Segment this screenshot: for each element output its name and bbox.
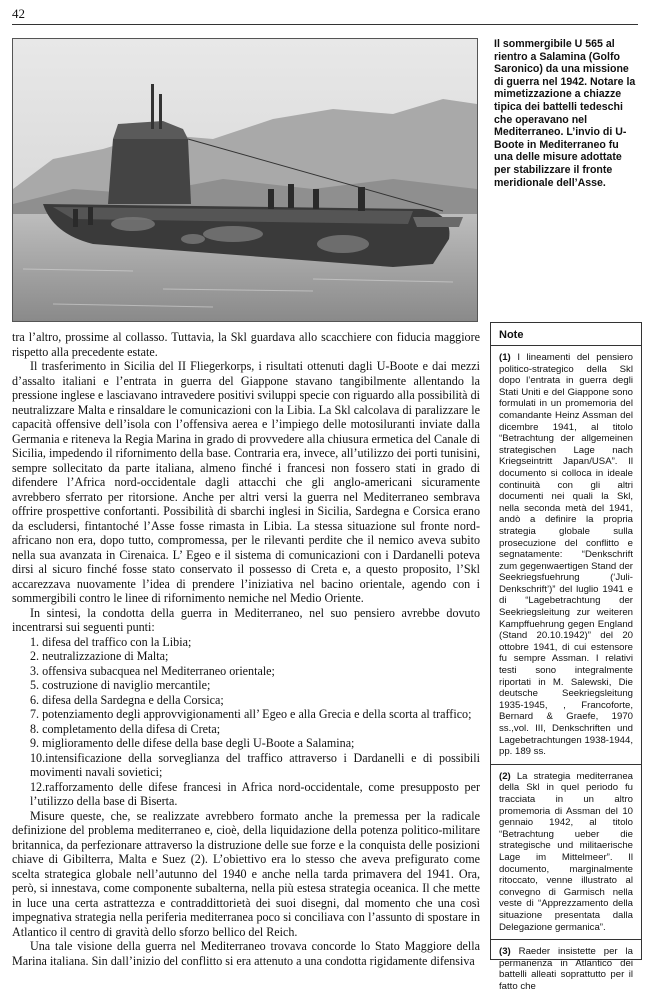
note-3 [491,939,641,998]
note-number: (3) [499,946,511,958]
note-text: La strategia mediterranea della Skl in quel periodo fu tracciata in un altro promemoria di Assman del 10 gennaio 1942, al titolo “Betrachtung ueber die strategische und militaerische Lage im Mittelmeer”. Il documento, marginalmente ritoccato, venne illustrato al convegno di Garmisch nella veste di “Apprezzamento della situazione presentata dalla Delegazione germanica”. [499,770,633,933]
header-rule [12,24,638,25]
list-item: 1. difesa del traffico con la Libia; [30,634,192,649]
note-text: Raeder insistette per la permanenza in Atlantico dei battelli alleati soprattutto per il fatto che [499,946,633,992]
list-item: 9. miglioramento delle difese della base degli U-Boote a Salamina; [30,736,355,750]
list-item: 6. difesa della Sardegna e della Corsica; [30,692,224,707]
notes-title: Note [491,323,641,346]
paragraph: In sintesi, la condotta della guerra in Mediterraneo, nel suo pensiero avrebbe dovuto incentrarsi sui seguenti punti: [12,605,480,634]
paragraph: tra l’altro, prossime al collasso. Tuttavia, la Skl guardava allo scacchiere con fiducia maggiore rispetto alla precedente estate. [12,330,480,359]
photo-caption: Il sommergibile U 565 al rientro a Salamina (Golfo Saronico) da una missione di guerra nel 1942. Notare la mimetizzazione a chiazze tipica dei battelli tedeschi che operavano nel Mediterraneo. L’invio di U-Boote in Mediterraneo fu una delle misure adottate per stabilizzare il fronte meridionale dell’Asse. [494,38,636,189]
main-text [12,330,480,968]
list-item: 8. completamento della difesa di Creta; [30,721,221,736]
list-item: 12.rafforzamento delle difese francesi in Africa nord-occidentale, come presupposto per l’utilizzo della base di Biserta. [30,779,480,808]
paragraph: Misure queste, che, se realizzate avrebbero formato anche la premessa per la radicale definizione del problema mediterraneo e, cioè, della liquidazione della potenza politico-militare britannica, da perfezionare attraverso la distruzione delle sue forze e la conquista delle posizioni chiave di Gibilterra, Malta e Suez (2). L’obiettivo era lo stesso che aveva prefigurato come scelta strategica globale nell’autunno del 1940 e anche nella tarda primavera del 1941. Ora, però, si innestava, come componente subalterna, nella più estesa strategia oceanica. Il che mette in luce una certa astrattezza e contraddittorietà dei suoi disegni, dal momento che una così impegnativa strategia nella periferia mediterranea poco si conciliava con l’assunto di spostare in Atlantico il centro di gravità dello sforzo bellico del Reich. [12,808,480,939]
list-item: 2. neutralizzazione di Malta; [30,649,169,663]
points-list [12,635,480,809]
note-1 [491,346,641,764]
list-item: 10.intensificazione della sorveglianza del traffico attraverso i Dardanelli e di possibili movimenti navali sovietici; [30,750,480,779]
page-number: 42 [12,6,25,21]
list-item: 5. costruzione di naviglio mercantile; [30,678,211,692]
submarine-photo [12,38,478,322]
note-number: (1) [499,352,511,363]
list-item: 3. offensiva subacquea nel Mediterraneo orientale; [30,663,275,678]
list-item: 7. potenziamento degli approvvigionamenti all’ Egeo e alla Grecia e della scorta al traffico; [30,707,472,721]
notes-box [490,322,642,992]
note-number: (2) [499,770,511,782]
paragraph: Il trasferimento in Sicilia del II Fliegerkorps, i risultati ottenuti dagli U-Boote e dai mezzi d’assalto italiani e l’entrata in guerra del Giappone stavano tangibilmente allentando la pressione inglese e lasciavano intravedere positivi sviluppi specie con riguardo alla possibilità di neutralizzare Malta e rinsaldare le comunicazioni con la Libia. La Skl calcolava di paralizzare le capacità offensive dell’isola con l’offensiva aerea e l’impiego delle motosiluranti inviate dalla Germania e riteneva la Regia Marina in grado di provvedere alla chiusura ermetica del Canale di Sicilia, impedendo il rifornimento della base. Contraria era, invece, all’utilizzo dei porti tunisini, sempre sollecitato da parte italiana, almeno finché i francesi non fossero stati in grado di difendere l’Africa nord-occidentale dagli attacchi che gli anglo-americani sicuramente avrebbero sferrato per ritorsione. Anche per altri versi la guerra nel Mediterraneo sembrava offrire prospettive confortanti. Possibilità di sbarchi inglesi in Sicilia, Sardegna e Corsica erano da escludersi, fintantoché l’Asse fosse rimasta in Libia. La stessa situazione sul fronte nord-africano non era, dopo tutto, compromessa, per le rilevanti perdite che il nemico aveva subito nella sua avanzata in Cirenaica. L’ Egeo e il sistema di comunicazioni con i Dardanelli poteva dirsi al sicuro finché fosse stato conservato il possesso di Creta e, a questo proposito, l’Skl accarezzava nuovamente l’idea di prendere l’iniziativa nel bacino orientale, agendo con i sommergibili contro le linee di rifornimento nemiche nel Medio Oriente. [12,359,480,605]
paragraph: Una tale visione della guerra nel Mediterraneo trovava concorde lo Stato Maggiore della Marina italiana. Sin dall’inizio del conflitto si era attenuto a una condotta rigidamente difensiva [12,939,480,968]
note-text: I lineamenti del pensiero politico-strategico della Skl dopo l’entrata in guerra degli Stati Uniti e del Giappone sono formulati in un promemoria del comandante Heinz Assman del dicembre 1941, al titolo “Betrachtung der allgemeinen strategischen Lage nach Kriegseintritt Japan/USA”. Il documento si colloca in ideale continuità con gli altri documenti nei quali la Skl, nella seconda metà del 1941, andò a definire la propria strategia globale sulla prosecuzione del conflitto e segnatamente: “Denkschrift zum gegenwaertigen Stand der Seekriegsfuehrung (‘Juli-Denkschrift’)” del luglio 1941 e di “Lagebetrachtung der Seekriegsleitung zur weiteren Kampffuehrung gegen England (Stand 20.10.1942)” del 20 ottobre 1941, di cui estensore fu sempre Assman. I relativi testi sono integralmente riportati in M. Salewski, Die deutsche Seekriegsleitung 1935-1945, , Francoforte, Bernard & Graefe, 1970 ss.,vol. III, Denkschriften und Lagebetrachtungen 1938-1944, pp. 189 ss. [499,352,634,758]
note-2 [491,764,641,939]
